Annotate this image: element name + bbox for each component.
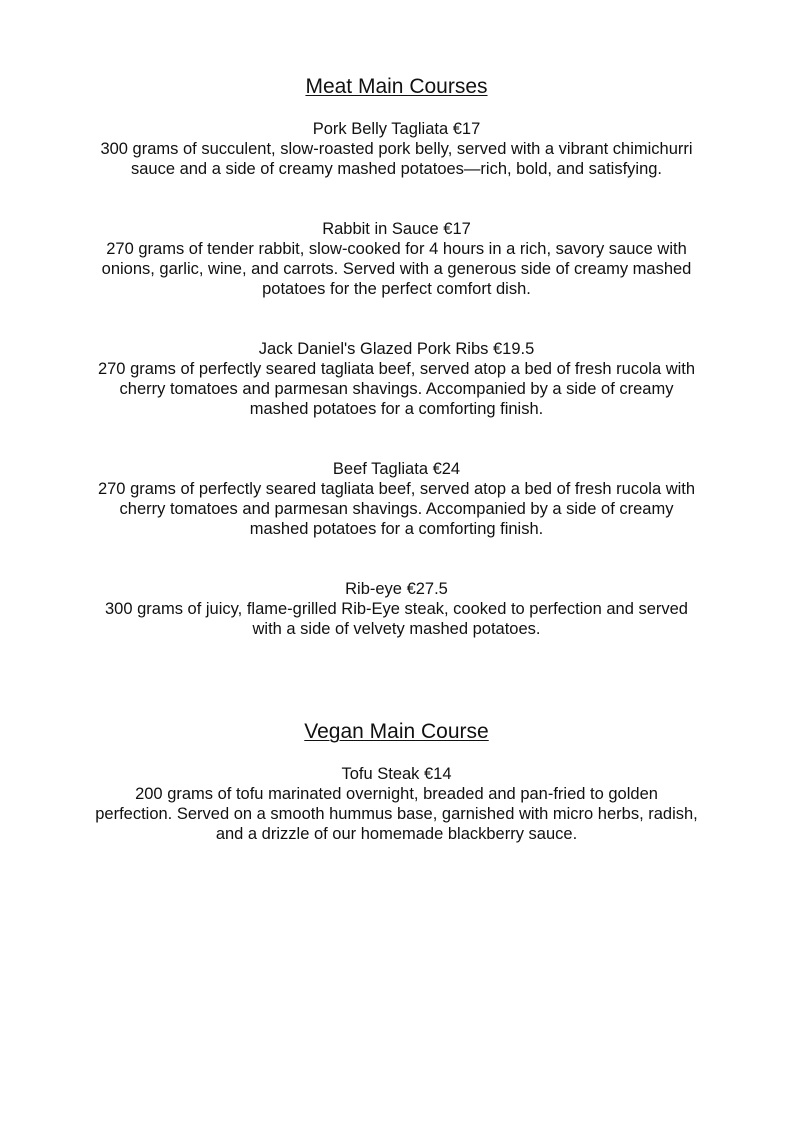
item-title: Rabbit in Sauce €17 [322, 220, 471, 238]
item-description-line: with a side of velvety mashed potatoes. [252, 620, 541, 638]
item-description-line: 300 grams of succulent, slow-roasted pork belly, served with a vibrant chimichurri [100, 140, 693, 158]
item-description-line: 200 grams of tofu marinated overnight, breaded and pan-fried to golden [135, 785, 658, 803]
item-description-line: cherry tomatoes and parmesan shavings. Accompanied by a side of creamy [119, 500, 674, 518]
item-description-line: and a drizzle of our homemade blackberry sauce. [215, 825, 578, 843]
menu-item-pork-belly-tagliata [0, 119, 793, 179]
menu-item-beef-tagliata [0, 459, 793, 539]
section-heading-vegan: Vegan Main Course [304, 720, 489, 743]
item-description-line: 300 grams of juicy, flame-grilled Rib-Eye steak, cooked to perfection and served [105, 600, 688, 618]
item-description-line: 270 grams of perfectly seared tagliata beef, served atop a bed of fresh rucola with [97, 480, 696, 498]
item-title: Tofu Steak €14 [341, 765, 452, 783]
item-description-line: onions, garlic, wine, and carrots. Served with a generous side of creamy mashed [101, 260, 692, 278]
item-description-line: mashed potatoes for a comforting finish. [249, 400, 544, 418]
item-title: Jack Daniel's Glazed Pork Ribs €19.5 [258, 340, 535, 358]
item-title: Pork Belly Tagliata €17 [312, 120, 481, 138]
item-description-line: perfection. Served on a smooth hummus base, garnished with micro herbs, radish, [95, 805, 698, 823]
item-title: Beef Tagliata €24 [332, 460, 461, 478]
item-title: Rib-eye €27.5 [345, 580, 448, 598]
menu-item-rib-eye [0, 579, 793, 639]
menu-item-tofu-steak [0, 764, 793, 844]
item-description-line: 270 grams of perfectly seared tagliata beef, served atop a bed of fresh rucola with [97, 360, 696, 378]
item-description-line: mashed potatoes for a comforting finish. [249, 520, 544, 538]
section-heading-meat: Meat Main Courses [305, 75, 488, 98]
menu-item-rabbit-in-sauce [0, 219, 793, 299]
menu-item-jack-daniels-ribs [0, 339, 793, 419]
item-description-line: sauce and a side of creamy mashed potatoes—rich, bold, and satisfying. [130, 160, 663, 178]
item-description-line: 270 grams of tender rabbit, slow-cooked for 4 hours in a rich, savory sauce with [106, 240, 687, 258]
item-description-line: potatoes for the perfect comfort dish. [262, 280, 531, 298]
item-description-line: cherry tomatoes and parmesan shavings. Accompanied by a side of creamy [119, 380, 674, 398]
